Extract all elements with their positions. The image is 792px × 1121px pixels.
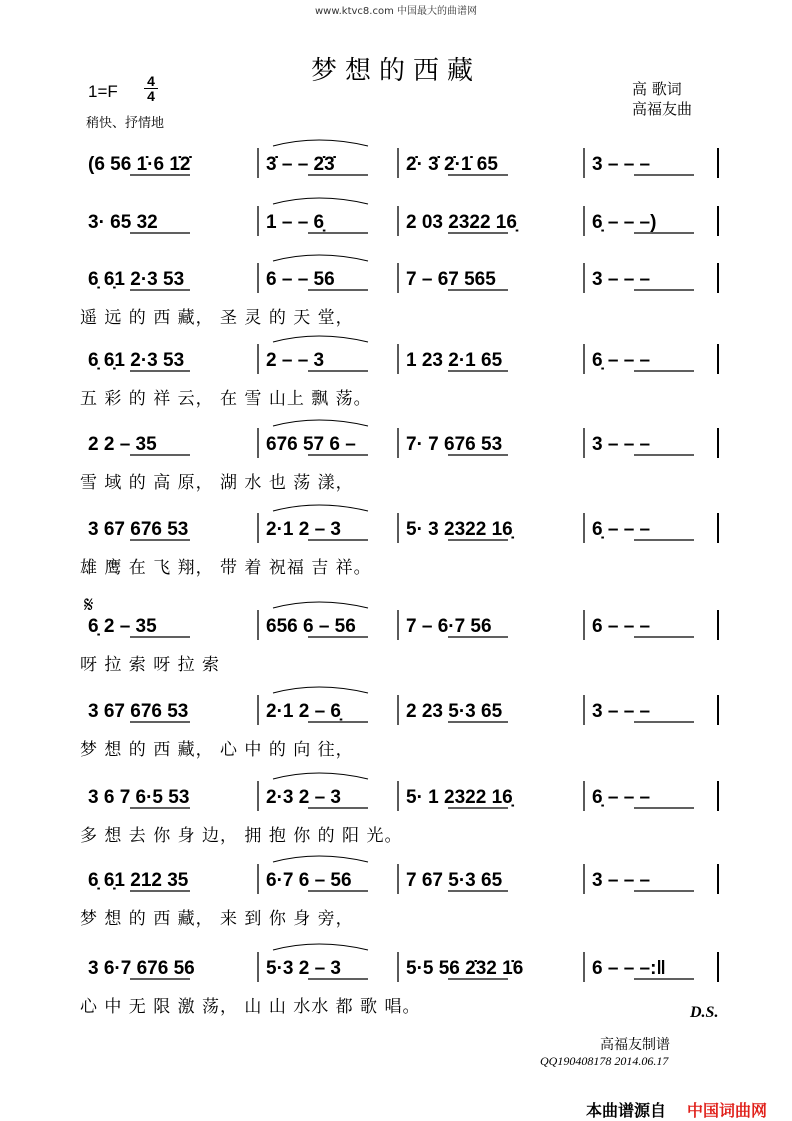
- measure-notes: 6·7 6 – 56: [266, 870, 352, 891]
- measure-notes: 6 – – 56: [266, 269, 335, 290]
- slur: [273, 505, 368, 511]
- lyric-line: 呀 拉 索 呀 拉 索: [80, 655, 221, 675]
- slur: [273, 687, 368, 693]
- time-signature-top: 4: [147, 73, 155, 89]
- lyric-line: 雪 域 的 高 原， 湖 水 也 荡 漾，: [80, 473, 354, 493]
- slur: [273, 773, 368, 779]
- measure-notes: 2·1 2 – 6̣: [266, 701, 341, 722]
- lyric-line: 遥 远 的 西 藏， 圣 灵 的 天 堂，: [80, 308, 354, 328]
- measure-notes: 2·1 2 – 3: [266, 519, 341, 540]
- lyric-line: 雄 鹰 在 飞 翔， 带 着 祝福 吉 祥。: [80, 558, 372, 578]
- measure-notes: 2 – – 3: [266, 350, 325, 371]
- slur: [273, 602, 368, 608]
- measure-notes: 6̣ 6̣1 2·3 53: [88, 269, 185, 290]
- lyric-line: 心 中 无 限 激 荡， 山 山 水水 都 歌 唱。: [80, 997, 421, 1017]
- segno-sign: 𝄋: [84, 593, 94, 618]
- measure-notes: 1 – – 6̣: [266, 212, 325, 233]
- measure-notes: (6 56 1̇·6 1̇2̇: [88, 154, 191, 175]
- measure-notes: 2 23 5·3 65: [406, 701, 503, 722]
- measure-notes: 6̣ 6̣1 2·3 53: [88, 350, 185, 371]
- measure-notes: 3 67 676 53: [88, 519, 189, 540]
- measure-notes: 5·5 56 2̇32 1̇6: [406, 958, 524, 979]
- lyric-line: 梦 想 的 西 藏， 来 到 你 身 旁，: [80, 909, 354, 929]
- time-signature-bottom: 4: [147, 88, 155, 104]
- slur: [273, 944, 368, 950]
- measure-notes: 3 6·7 676 56: [88, 958, 195, 979]
- site-banner[interactable]: www.ktvc8.com 中国最大的曲谱网: [314, 6, 477, 17]
- measure-notes: 6 – – –: [592, 616, 651, 637]
- footer-site-link[interactable]: 中国词曲网: [687, 1101, 768, 1120]
- ds-marking: D.S.: [690, 1004, 719, 1021]
- measure-notes: 2̇· 3̇ 2̇·1̇ 65: [406, 154, 498, 175]
- lyric-line: 梦 想 的 西 藏， 心 中 的 向 往，: [80, 740, 354, 760]
- measure-notes: 6̣ – – –: [592, 787, 651, 808]
- measure-notes: 2 2 – 35: [88, 434, 157, 455]
- measure-notes: 676 57 6 –: [266, 434, 356, 455]
- measure-notes: 3 – – –: [592, 269, 651, 290]
- measure-notes: 7 – 67 565: [406, 269, 496, 290]
- measure-notes: 3 6 7 6·5 53: [88, 787, 190, 808]
- measure-notes: 5· 1 2322 16̣: [406, 787, 513, 808]
- measure-notes: 5·3 2 – 3: [266, 958, 341, 979]
- slur: [273, 198, 368, 204]
- measure-notes: 3 – – –: [592, 154, 651, 175]
- transcriber-contact-date: QQ190408178 2014.06.17: [540, 1054, 669, 1068]
- measure-notes: 7 – 6·7 56: [406, 616, 492, 637]
- lyric-line: 五 彩 的 祥 云， 在 雪 山上 飘 荡。: [80, 389, 372, 409]
- tempo-marking: 稍快、抒情地: [86, 116, 165, 131]
- measure-notes: 3 – – –: [592, 434, 651, 455]
- measure-notes: 6 – – –:‖: [592, 958, 666, 979]
- measure-notes: 3· 65 32: [88, 212, 158, 233]
- slur: [273, 255, 368, 261]
- measure-notes: 3̇ – – 2̇3̇: [266, 154, 335, 175]
- composer-credit: 高福友曲: [632, 100, 693, 118]
- transcriber-credit: 高福友制谱: [600, 1037, 670, 1053]
- measure-notes: 7· 7 676 53: [406, 434, 503, 455]
- measure-notes: 656 6 – 56: [266, 616, 356, 637]
- song-title: 梦想的西藏: [310, 56, 481, 86]
- measure-notes: 2 03 2322 16̣: [406, 212, 517, 233]
- measure-notes: 3 – – –: [592, 701, 651, 722]
- measure-notes: 3 – – –: [592, 870, 651, 891]
- slur: [273, 856, 368, 862]
- measure-notes: 6̣ – – –: [592, 519, 651, 540]
- footer-source-label: 本曲谱源自: [586, 1101, 667, 1120]
- slur: [273, 420, 368, 426]
- key-signature: 1=F: [88, 82, 118, 101]
- measure-notes: 2·3 2 – 3: [266, 787, 341, 808]
- measure-notes: 5· 3 2322 16̣: [406, 519, 513, 540]
- measure-notes: 7 67 5·3 65: [406, 870, 503, 891]
- measure-notes: 3 67 676 53: [88, 701, 189, 722]
- measure-notes: 6̣ 2 – 35: [88, 616, 157, 637]
- lyric-line: 多 想 去 你 身 边， 拥 抱 你 的 阳 光。: [80, 826, 403, 846]
- measure-notes: 6̣ – – –): [592, 212, 657, 233]
- slur: [273, 336, 368, 342]
- measure-notes: 6̣ – – –: [592, 350, 651, 371]
- lyricist-credit: 高 歌词: [632, 80, 682, 98]
- measure-notes: 1 23 2·1 65: [406, 350, 503, 371]
- slur: [273, 140, 368, 146]
- measure-notes: 6̣ 6̣1 212 35: [88, 870, 189, 891]
